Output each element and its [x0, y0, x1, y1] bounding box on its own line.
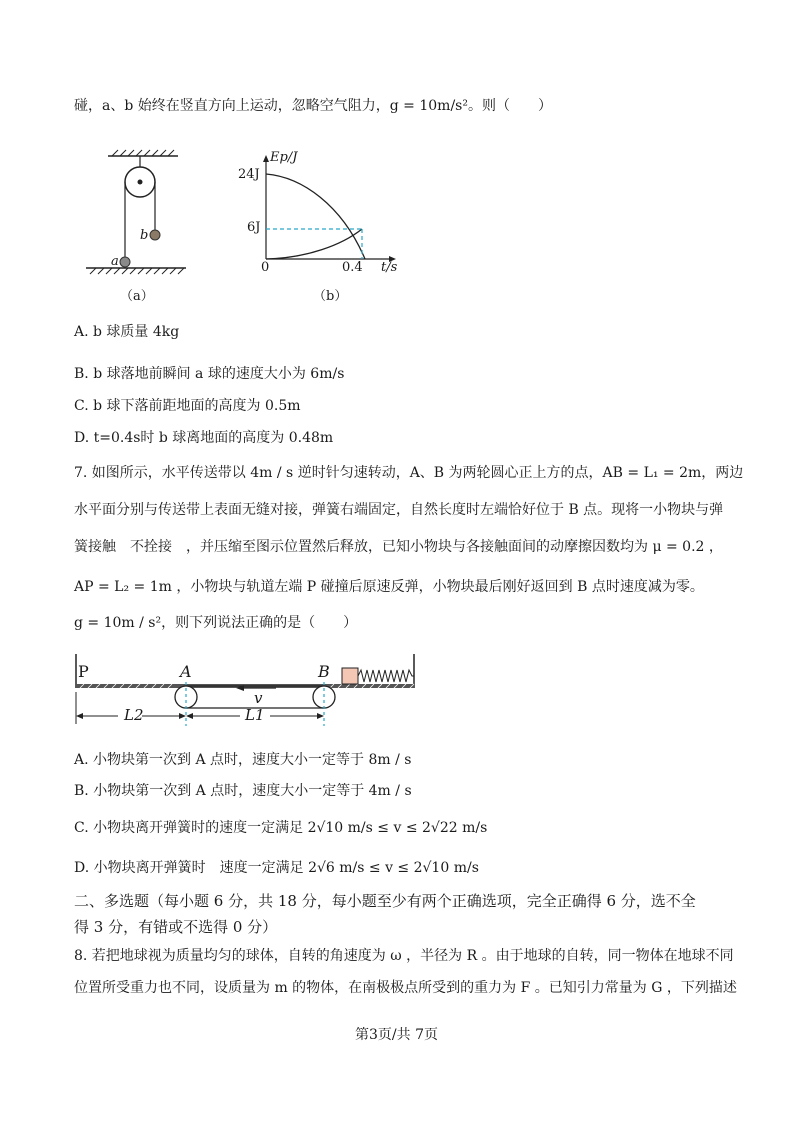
q7-line-3: 簧接触 不拴接 ，并压缩至图示位置然后释放，已知小物块与各接触面间的动摩擦因数均为 μ = 0.2 ， [74, 539, 723, 555]
figure-b-energy-graph [262, 155, 402, 265]
q7-line-2: 水平面分别与传送带上表面无缝对接，弹簧右端固定，自然长度时左端恰好位于 B 点。现将一小物块与弹 [74, 502, 724, 518]
q6-option-d: D. t=0.4s时 b 球离地面的高度为 0.48m [74, 430, 334, 446]
q7-line-4: AP = L₂ = 1m ，小物块与轨道左端 P 碰撞后原速反弹，小物块最后刚好返回到 B 点时速度减为零。 [74, 579, 704, 595]
conveyor-label-L1: L1 [245, 706, 265, 724]
q7-option-a: A. 小物块第一次到 A 点时，速度大小一定等于 8m / s [74, 752, 412, 768]
q8-line-1: 8. 若把地球视为质量均匀的球体，自转的角速度为 ω ，半径为 R 。由于地球的自转，同一物体在地球不同 [74, 948, 734, 964]
q6-option-b: B. b 球落地前瞬间 a 球的速度大小为 6m/s [74, 366, 345, 382]
graph-origin: 0 [261, 260, 270, 275]
figure-a-caption: （a） [120, 289, 154, 304]
graph-tick-0.4: 0.4 [342, 260, 363, 275]
figure-b-caption: （b） [313, 289, 348, 304]
page-footer: 第3页/共 7页 [355, 1027, 438, 1043]
ball-b-label: b [140, 228, 149, 243]
q7-option-c: C. 小物块离开弹簧时的速度一定满足 2√10 m/s ≤ v ≤ 2√22 m/s [74, 820, 488, 836]
graph-tick-24J: 24J [238, 167, 260, 182]
section2-line-1: 二、多选题（每小题 6 分，共 18 分，每小题至少有两个正确选项，完全正确得 6 分，选不全 [74, 892, 696, 910]
q6-option-c: C. b 球下落前距地面的高度为 0.5m [74, 398, 301, 414]
conveyor-label-B: B [318, 662, 330, 681]
figure-a-pulley [82, 148, 192, 278]
graph-x-axis-label: t/s [381, 260, 398, 275]
q6-intro-line: 碰，a、b 始终在竖直方向上运动，忽略空气阻力，g = 10m/s²。则（ ） [74, 98, 552, 114]
q6-option-a: A. b 球质量 4kg [74, 324, 180, 340]
q7-option-b: B. 小物块第一次到 A 点时，速度大小一定等于 4m / s [74, 783, 412, 799]
section2-line-2: 得 3 分，有错或不选得 0 分） [74, 918, 278, 936]
q8-line-2: 位置所受重力也不同，设质量为 m 的物体，在南极极点所受到的重力为 F 。已知引力常量为 G ，下列描述 [74, 980, 737, 996]
conveyor-label-P: P [78, 662, 89, 681]
ball-a-label: a [111, 254, 119, 269]
conveyor-label-A: A [180, 662, 192, 681]
q7-line-1: 7. 如图所示，水平传送带以 4m / s 逆时针匀速转动，A、B 为两轮圆心正上方的点，AB = L₁ = 2m，两边 [74, 465, 744, 481]
q7-option-d: D. 小物块离开弹簧时 速度一定满足 2√6 m/s ≤ v ≤ 2√10 m/s [74, 860, 479, 876]
graph-tick-6J: 6J [247, 220, 261, 235]
conveyor-label-L2: L2 [124, 706, 144, 724]
q7-line-5: g = 10m / s²，则下列说法正确的是（ ） [74, 615, 358, 631]
conveyor-label-v: v [254, 689, 263, 707]
graph-y-axis-label: Ep/J [270, 150, 298, 165]
